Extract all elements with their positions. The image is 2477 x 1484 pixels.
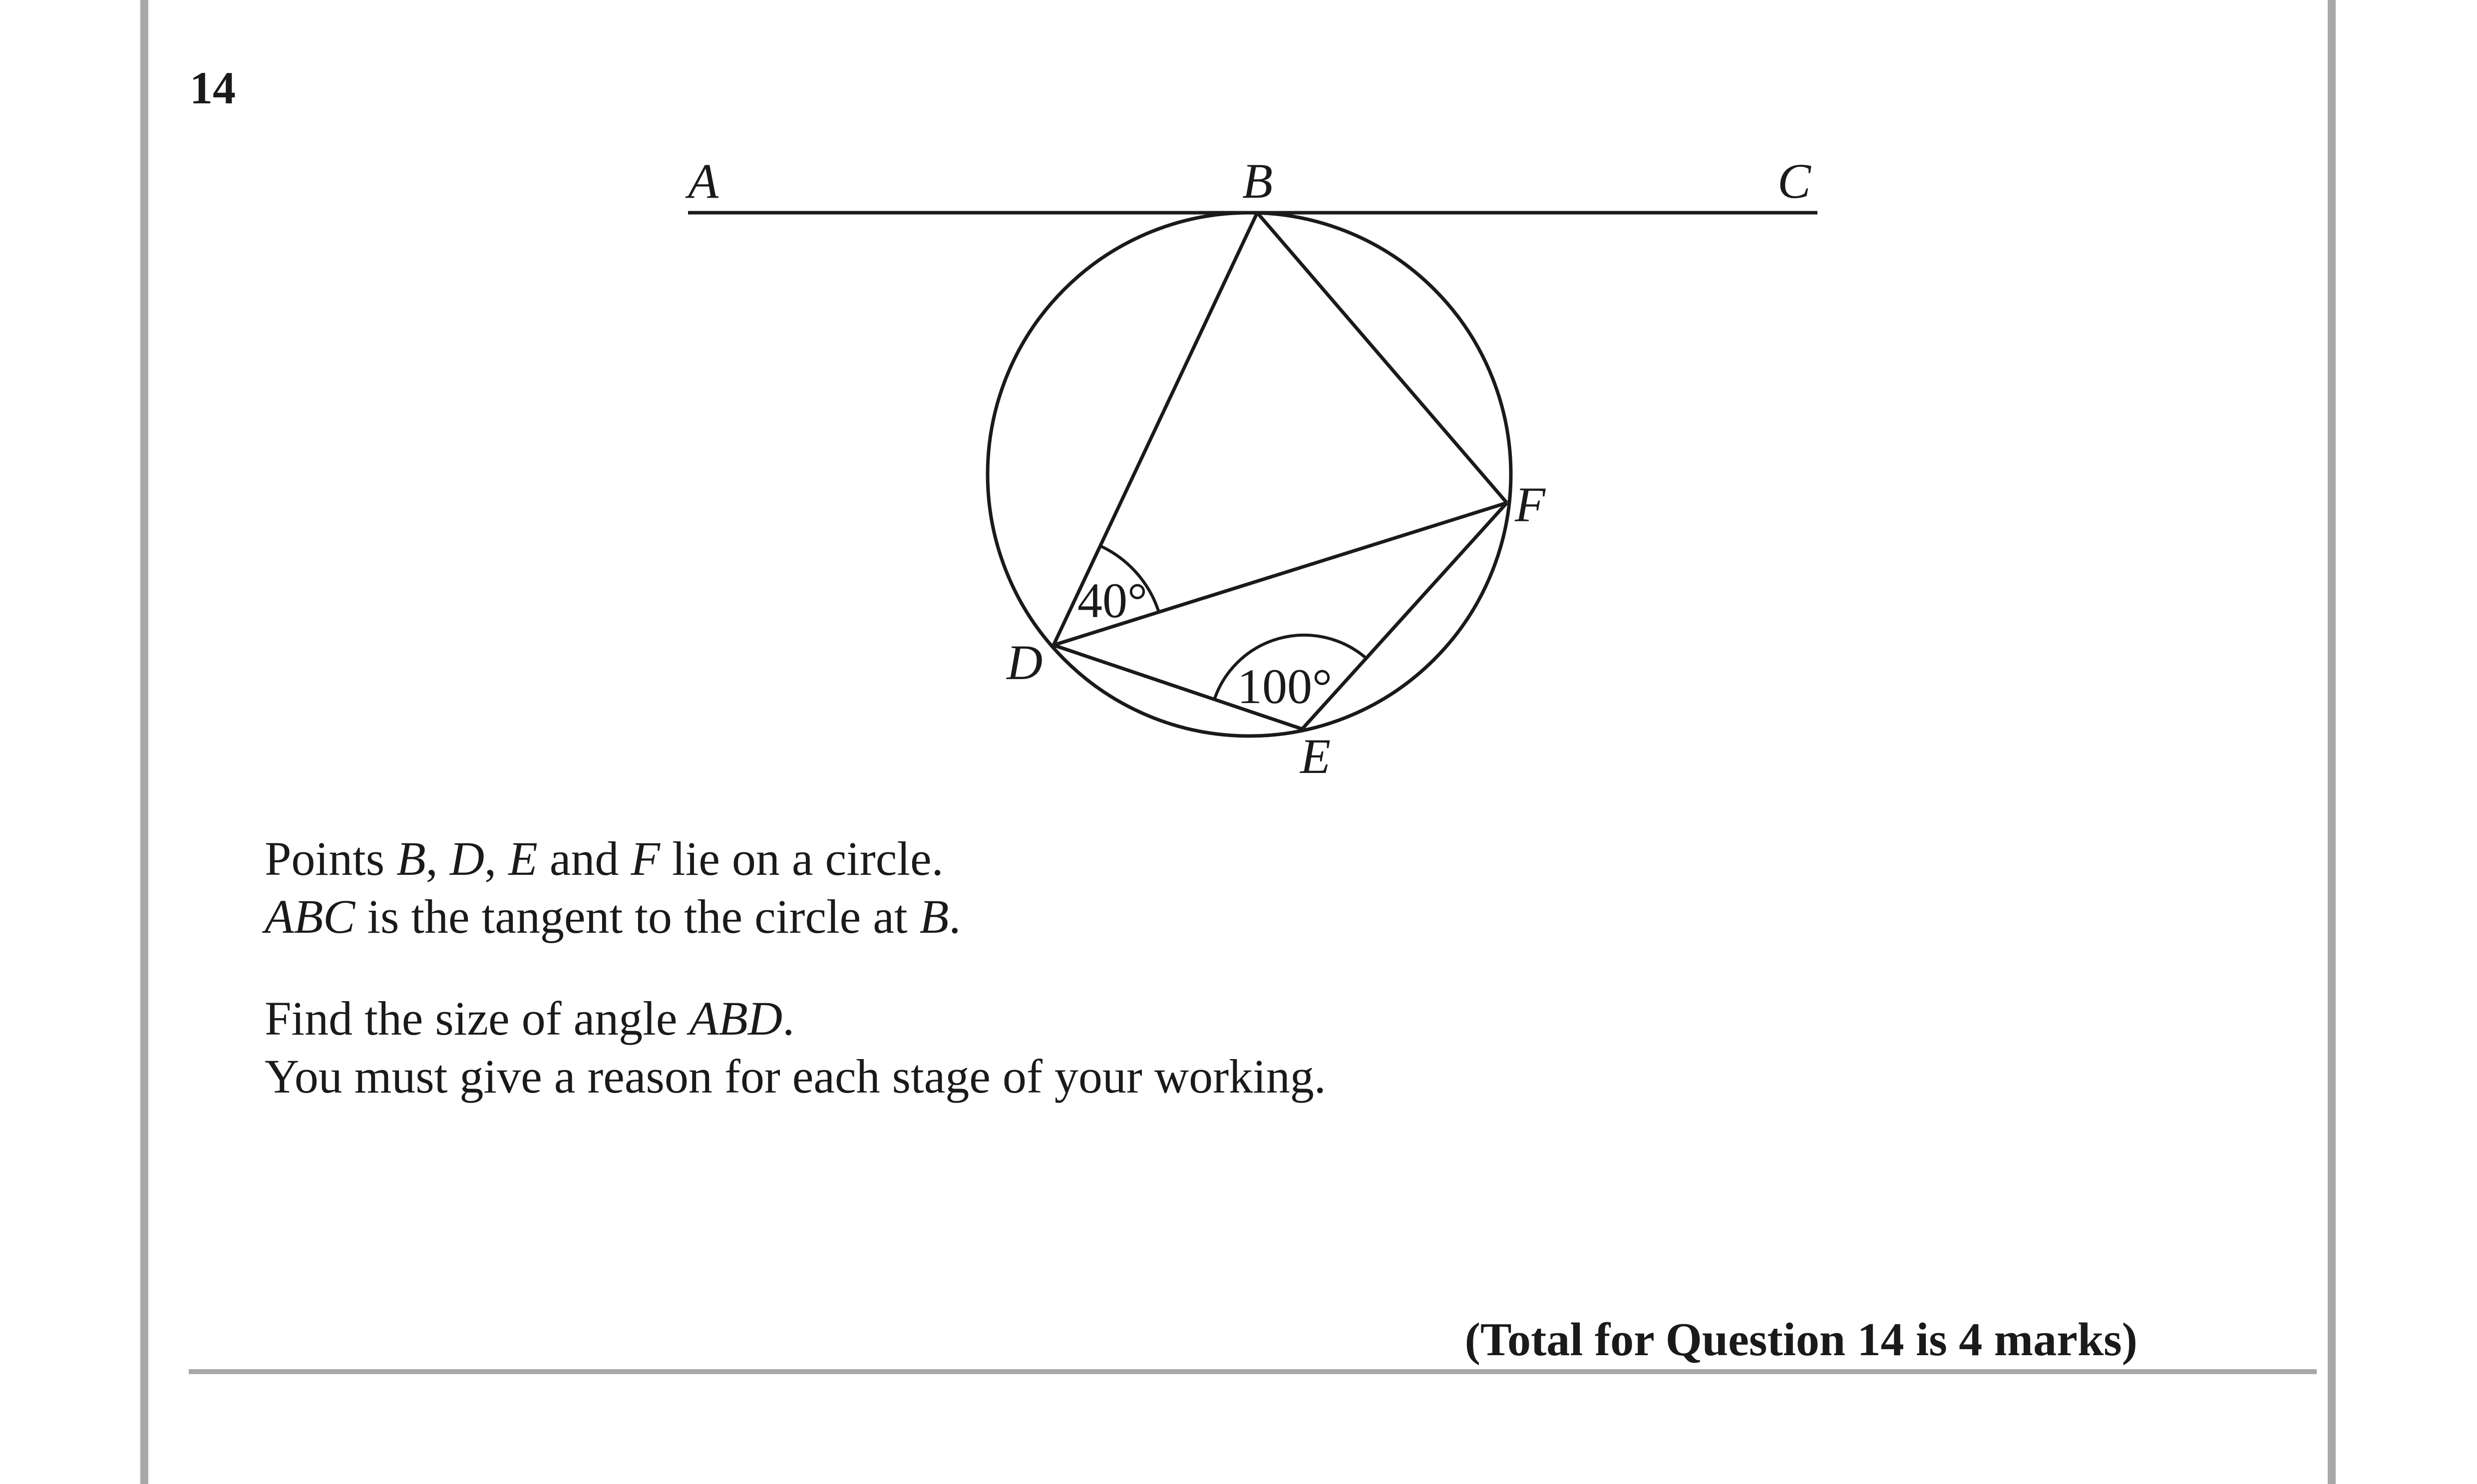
line-abc: ABC bbox=[265, 890, 355, 943]
task-text: . bbox=[782, 992, 795, 1045]
question-task bbox=[265, 990, 1326, 1106]
point-b: B bbox=[396, 832, 426, 885]
angle-label-e: 100° bbox=[1237, 659, 1332, 714]
point-f: F bbox=[631, 832, 660, 885]
footer-rule bbox=[189, 1369, 2317, 1374]
label-b: B bbox=[1242, 153, 1273, 209]
separator: , bbox=[425, 832, 450, 885]
statement-text: Points bbox=[265, 832, 397, 885]
angle-label-d: 40° bbox=[1077, 573, 1147, 628]
separator: and bbox=[537, 832, 631, 885]
point-e: E bbox=[508, 832, 538, 885]
statement-text: . bbox=[949, 890, 961, 943]
question-number: 14 bbox=[190, 62, 236, 113]
label-d: D bbox=[1007, 635, 1043, 690]
separator: , bbox=[484, 832, 509, 885]
statement-line-1 bbox=[265, 830, 961, 888]
task-line-2: You must give a reason for each stage of your working. bbox=[265, 1050, 1326, 1103]
label-a: A bbox=[688, 153, 719, 209]
point-b: B bbox=[919, 890, 949, 943]
angle-abd: ABD bbox=[689, 992, 783, 1045]
label-e: E bbox=[1300, 729, 1331, 784]
circle bbox=[988, 213, 1511, 736]
label-f: F bbox=[1515, 477, 1546, 532]
label-c: C bbox=[1777, 153, 1811, 209]
question-statement bbox=[265, 830, 961, 946]
total-marks: (Total for Question 14 is 4 marks) bbox=[1464, 1314, 2137, 1366]
task-line-1 bbox=[265, 990, 1326, 1048]
chord-bf bbox=[1257, 213, 1507, 503]
task-text: Find the size of angle bbox=[265, 992, 690, 1045]
statement-line-2 bbox=[265, 888, 961, 946]
statement-text: is the tangent to the circle at bbox=[355, 890, 920, 943]
point-d: D bbox=[449, 832, 485, 885]
statement-text: lie on a circle. bbox=[660, 832, 944, 885]
